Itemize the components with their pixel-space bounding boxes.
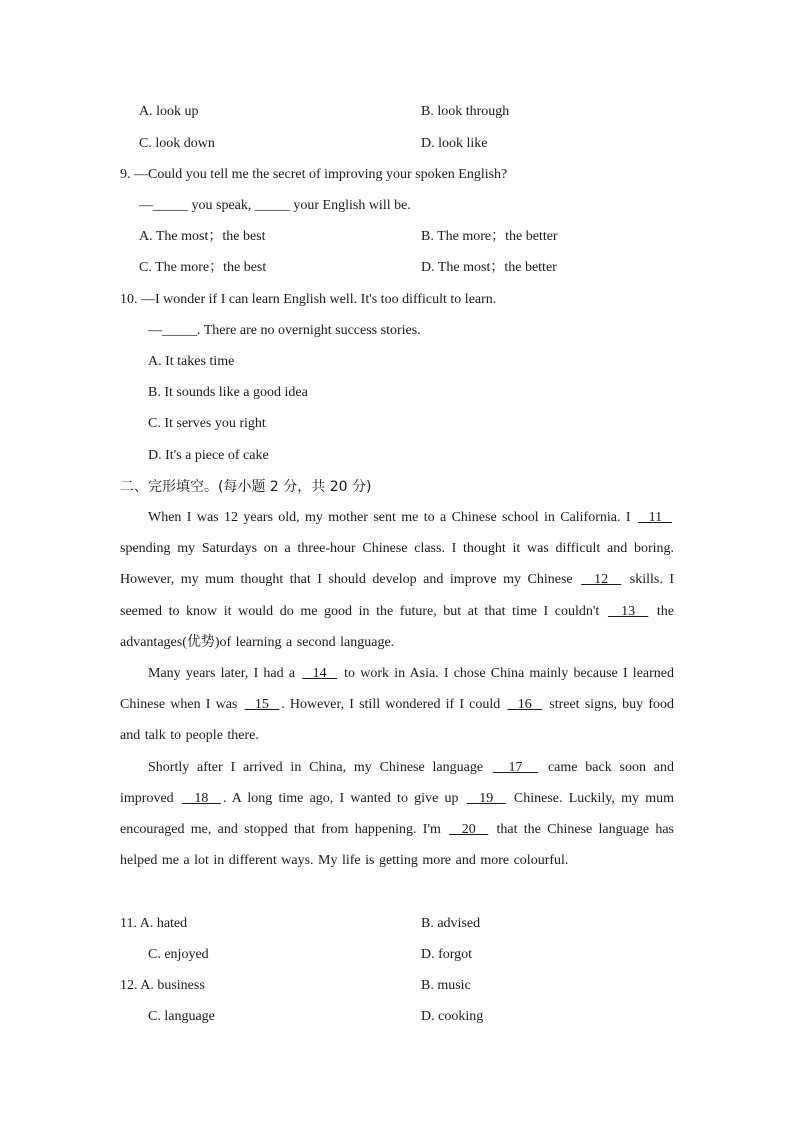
q9-option-d: D. The most；the better: [421, 260, 557, 275]
q10-option-a: A. It takes time: [148, 354, 235, 369]
passage-text: When I was 12 years old, my mother sent me to a Chinese school in California. I: [148, 510, 636, 525]
passage-text: street signs, buy food and talk to people there.: [120, 697, 675, 744]
cloze-blank-19: 19: [466, 790, 506, 806]
cloze-blank-17: 17: [492, 759, 539, 775]
cloze-blank-15: 15: [244, 697, 280, 713]
cloze-blank-11: 11: [637, 510, 673, 525]
q11-option-c: C. enjoyed: [148, 947, 209, 962]
passage-text: that the Chinese language has helped me a lot in different ways. My life is getting more and more colourful.: [120, 822, 674, 869]
passage-text: Shortly after I arrived in China, my Chinese language: [148, 759, 491, 775]
q8-option-b: B. look through: [421, 104, 510, 119]
passage-text: . However, I still wondered if I could: [281, 697, 506, 713]
q9-option-b: B. The more；the better: [421, 229, 558, 244]
q11-option-a: 11. A. hated: [120, 916, 188, 931]
passage-text: spending my Saturdays on a three-hour Chinese class. I thought it was difficult and boring. However, my mum thought that I should develop and improve my Chinese: [120, 541, 674, 588]
cloze-blank-20: 20: [449, 822, 489, 838]
passage-text: came back soon and improved: [120, 759, 675, 806]
q12-option-d: D. cooking: [421, 1009, 484, 1024]
cloze-blank-12: 12: [581, 572, 622, 588]
passage-text: the advantages(优势)of learning a second language.: [120, 603, 674, 650]
q12-option-a: 12. A. business: [120, 978, 205, 993]
q9-option-a: A. The most；the best: [139, 229, 266, 244]
q8-option-d: D. look like: [421, 136, 488, 151]
q9-stem: 9. —Could you tell me the secret of improving your spoken English?: [120, 167, 508, 182]
q12-option-b: B. music: [421, 978, 471, 993]
q8-option-a: A. look up: [139, 104, 199, 119]
passage-text: Chinese. Luckily, my mum encouraged me, and stopped that from happening. I'm: [120, 790, 674, 838]
cloze-blank-14: 14: [302, 666, 337, 682]
cloze-blank-18: 18: [181, 790, 221, 806]
passage-paragraph-2: [120, 658, 674, 752]
q12-option-c: C. language: [148, 1009, 215, 1024]
q10-reply: —_____. There are no overnight success stories.: [148, 323, 421, 338]
section-header: 二、完形填空。(每小题 2 分，共 20 分): [120, 479, 372, 495]
passage-paragraph-3: [120, 752, 674, 877]
q10-option-b: B. It sounds like a good idea: [148, 385, 308, 400]
passage-paragraph-1: [120, 502, 674, 658]
q10-option-c: C. It serves you right: [148, 416, 266, 431]
q11-option-d: D. forgot: [421, 947, 473, 962]
passage-text: Many years later, I had a: [148, 666, 301, 682]
q8-option-c: C. look down: [139, 136, 215, 151]
q10-option-d: D. It's a piece of cake: [148, 448, 269, 463]
passage-text: skills. I seemed to know it would do me good in the future, but at that time I couldn't: [120, 572, 675, 619]
q11-option-b: B. advised: [421, 916, 481, 931]
q10-stem: 10. —I wonder if I can learn English well. It's too difficult to learn.: [120, 292, 497, 307]
cloze-blank-13: 13: [607, 603, 649, 619]
passage-text: . A long time ago, I wanted to give up: [222, 790, 465, 806]
cloze-blank-16: 16: [507, 697, 543, 713]
cloze-passage: [120, 502, 674, 876]
q9-option-c: C. The more；the best: [139, 260, 267, 275]
q9-reply: —_____ you speak, _____ your English will be.: [139, 198, 411, 213]
passage-text: to work in Asia. I chose China mainly because I learned Chinese when I was: [120, 666, 675, 713]
